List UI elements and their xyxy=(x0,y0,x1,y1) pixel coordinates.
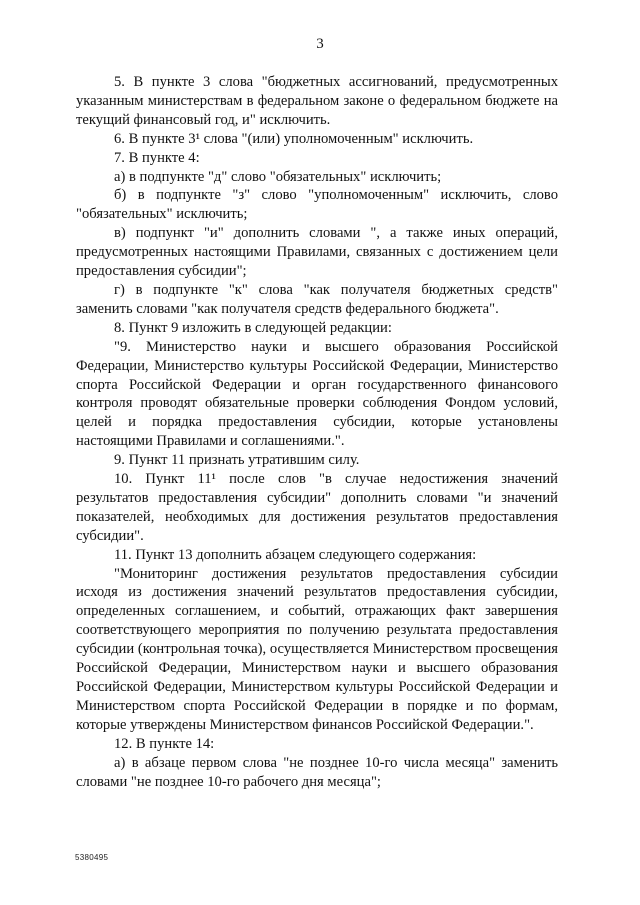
page-number: 3 xyxy=(316,36,324,52)
paragraph-item-12: 12. В пункте 14: xyxy=(114,735,215,752)
paragraph-item-11: 11. Пункт 13 дополнить абзацем следующего содержания: xyxy=(114,546,477,563)
paragraph-item-8: 8. Пункт 9 изложить в следующей редакции: xyxy=(114,319,392,336)
document-code: 5380495 xyxy=(75,853,109,862)
paragraph-item-6: 6. В пункте 3¹ слова "(или) уполномоченным" исключить. xyxy=(114,130,474,147)
document-body xyxy=(76,73,558,791)
subparagraph-7c: в) подпункт "и" дополнить словами ", а также иных операций, предусмотренных настоящими Правилами, связанных с достижением цели предоставления субсидии"; xyxy=(76,225,558,280)
subparagraph-12a: а) в абзаце первом слова "не позднее 10-го числа месяца" заменить словами "не позднее 10-го рабочего дня месяца"; xyxy=(76,754,558,790)
quoted-paragraph-9: "9. Министерство науки и высшего образования Российской Федерации, Министерство культуры Российской Федерации, Министерство спорта Российской Федерации и орган государственного финансового контроля проводят обязательные проверки соблюдения Фондом условий, целей и порядка предоставления субсидии, которые установлены настоящими Правилами и соглашениями.". xyxy=(76,338,558,450)
subparagraph-7a: а) в подпункте "д" слово "обязательных" исключить; xyxy=(114,168,442,185)
paragraph-item-7: 7. В пункте 4: xyxy=(114,149,200,166)
paragraph-item-9: 9. Пункт 11 признать утратившим силу. xyxy=(114,452,360,469)
paragraph-item-5: 5. В пункте 3 слова "бюджетных ассигнований, предусмотренных указанным министерствам в федеральном законе о федеральном бюджете на текущий финансовый год, и" исключить. xyxy=(76,74,558,128)
subparagraph-7d: г) в подпункте "к" слова "как получателя бюджетных средств" заменить словами "как получателя средств федерального бюджета". xyxy=(76,281,558,317)
paragraph-item-10: 10. Пункт 11¹ после слов "в случае недостижения значений результатов предоставления субсидии" дополнить словами "и значений показателей, необходимых для достижения результатов предоставления субсидии". xyxy=(76,471,558,544)
quoted-monitoring-paragraph: "Мониторинг достижения результатов предоставления субсидии исходя из достижения значений результатов предоставления субсидии, определенных соглашением, и событий, отражающих факт завершения соответствующего мероприятия по получению результата предоставления субсидии (контрольная точка), осуществляется Министерством просвещения Российской Федерации, Министерством науки и высшего образования Российской Федерации, Министерством культуры Российской Федерации и Министерством спорта Российской Федерации в порядке и по формам, которые утверждены Министерством финансов Российской Федерации.". xyxy=(76,565,558,733)
subparagraph-7b: б) в подпункте "з" слово "уполномоченным" исключить, слово "обязательных" исключить; xyxy=(76,187,558,223)
